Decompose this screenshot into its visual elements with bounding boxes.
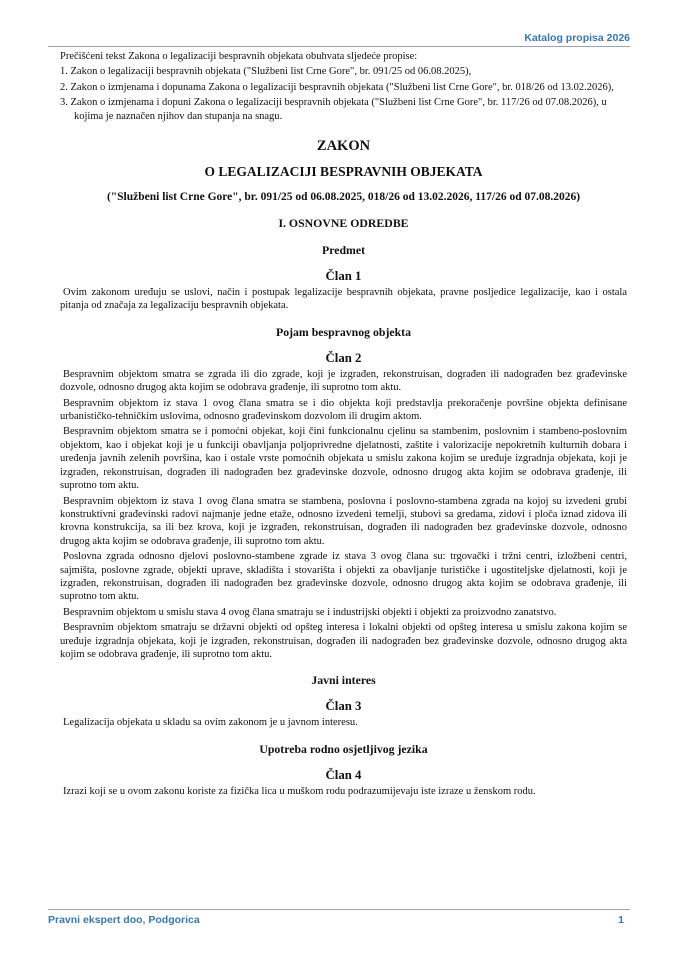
paragraph: Izrazi koji se u ovom zakonu koriste za fizička lica u muškom rodu podrazumijevaju iste izraze u ženskom rodu. — [63, 785, 536, 797]
paragraph: Bespravnim objektom iz stava 1 ovog člana smatra se stambena, poslovna i poslovno-stambena zgrada na kojoj su izvedeni grubi konstruktivni građevinski radovi najmanje jedne etaže, odnosno izvedeni temelji, stubovi sa gredama, zidovi i ploča iznad zidova ili krovna konstrukcija, sa ili bez krova, koji je izgrađen, rekonstruisan, dograđen ili nadograđen bez građevinske dozvole, odnosno drugog akta kojim se odobrava građenje, ili suprotno tom aktu. — [60, 495, 627, 547]
section-heading: Predmet — [321, 243, 366, 258]
article-number: Član 4 — [325, 767, 362, 782]
part-heading: I. OSNOVNE ODREDBE — [278, 216, 409, 231]
paragraph: Legalizacija objekata u skladu sa ovim zakonom je u javnom interesu. — [63, 717, 358, 729]
intro-lead: Prečišćeni tekst Zakona o legalizaciji bespravnih objekata obuhvata sljedeće propise: — [60, 51, 418, 62]
publisher-name: Pravni ekspert doo, Podgorica — [48, 914, 200, 926]
list-item: 2. Zakon o izmjenama i dopunama Zakona o legalizaciji bespravnih objekata ("Službeni list Crne Gore", br. 018/26 od 13.02.2026), — [60, 81, 614, 93]
section-heading: Pojam bespravnog objekta — [275, 324, 411, 339]
paragraph: Bespravnim objektom smatraju se državni objekti od opšteg interesa i lokalni objekti od opšteg interesa u smislu zakona kojim se uređuje izgradnja objekata, koji je izgrađen, rekonstruisan, dograđen ili nadograđen bez građevinske dozvole, odnosno drugog akta kojim se odobrava građenje, ili suprotno tom aktu. — [60, 622, 627, 660]
paragraph: Bespravnim objektom smatra se i pomoćni objekat, koji čini funkcionalnu cjelinu sa stambenim, poslovnim i stambeno-poslovnim objektom, kao i objekat koji je u funkciji obavljanja poljoprivredne djelatnosti, zaštite i valorizacije nepokretnih kulturnih dobara i uređenja javnih zelenih površina, kao i ostale vrste pomoćnih objekata u smislu zakona kojim se uređuje izgradnja objekata, koji je izgrađen, rekonstruisan, dograđen ili nadograđen bez građevinske dozvole, odnosno drugog akta kojim se odobrava građenje, ili suprotno tom aktu. — [60, 426, 627, 492]
article-number: Član 3 — [325, 699, 362, 714]
article-number: Član 1 — [325, 269, 362, 284]
gazette-reference: ("Službeni list Crne Gore", br. 091/25 od 06.08.2025, 018/26 od 13.02.2026, 117/26 od 07.08.2026) — [106, 191, 581, 204]
page-number: 1 — [618, 914, 624, 926]
section-heading: Upotreba rodno osjetljivog jezika — [259, 741, 428, 756]
article-number: Član 2 — [325, 350, 362, 365]
page-header — [48, 30, 630, 47]
list-item: 3. Zakon o izmjenama i dopuni Zakona o legalizaciji bespravnih objekata ("Službeni list Crne Gore", br. 117/26 od 07.08.2026), u kojima je naznačen njihov dan stupanja na snagu. — [60, 97, 607, 122]
paragraph: Poslovna zgrada odnosno djelovi poslovno-stambene zgrade iz stava 3 ovog člana su: trgovački i tržni centri, izložbeni centri, sajmišta, poslovne zgrade, objekti uprave, skladišta i stovarišta i objekti za obavljanje turističke i ugostiteljske djelatnosti, koji je izgrađen, rekonstruisan, dograđen ili nadograđen bez građevinske dozvole, odnosno drugog akta kojim se odobrava građenje, ili suprotno tom aktu. — [60, 551, 627, 603]
document-body — [60, 50, 627, 800]
section-heading: Javni interes — [311, 673, 376, 688]
law-subtitle: O LEGALIZACIJI BESPRAVNIH OBJEKATA — [204, 164, 483, 180]
page-footer — [48, 909, 630, 928]
paragraph: Bespravnim objektom iz stava 1 ovog člana smatra se i dio objekta koji predstavlja prekoračenje površine objekta definisane urbanističko-tehničkim uslovima, odnosno građevinskom dozvolom ili drugim aktom. — [60, 397, 627, 423]
paragraph: Ovim zakonom uređuju se uslovi, način i postupak legalizacije bespravnih objekata, pravne posljedice legalizacije, kao i ostala pitanja od značaja za legalizaciju bespravnih objekata. — [60, 287, 627, 312]
paragraph: Bespravnim objektom smatra se zgrada ili dio zgrade, koji je izgrađen, rekonstruisan, dograđen ili nadograđen bez građevinske dozvole, odnosno drugog akta kojim se odobrava građenje, ili suprotno tom aktu. — [60, 368, 627, 394]
paragraph: Bespravnim objektom u smislu stava 4 ovog člana smatraju se i industrijski objekti i objekti za proizvodno zanatstvo. — [63, 606, 557, 618]
law-title: ZAKON — [316, 138, 371, 155]
catalog-title: Katalog propisa 2026 — [524, 32, 630, 44]
list-item: 1. Zakon o legalizaciji bespravnih objekata ("Službeni list Crne Gore", br. 091/25 od 06.08.2025), — [60, 66, 472, 78]
